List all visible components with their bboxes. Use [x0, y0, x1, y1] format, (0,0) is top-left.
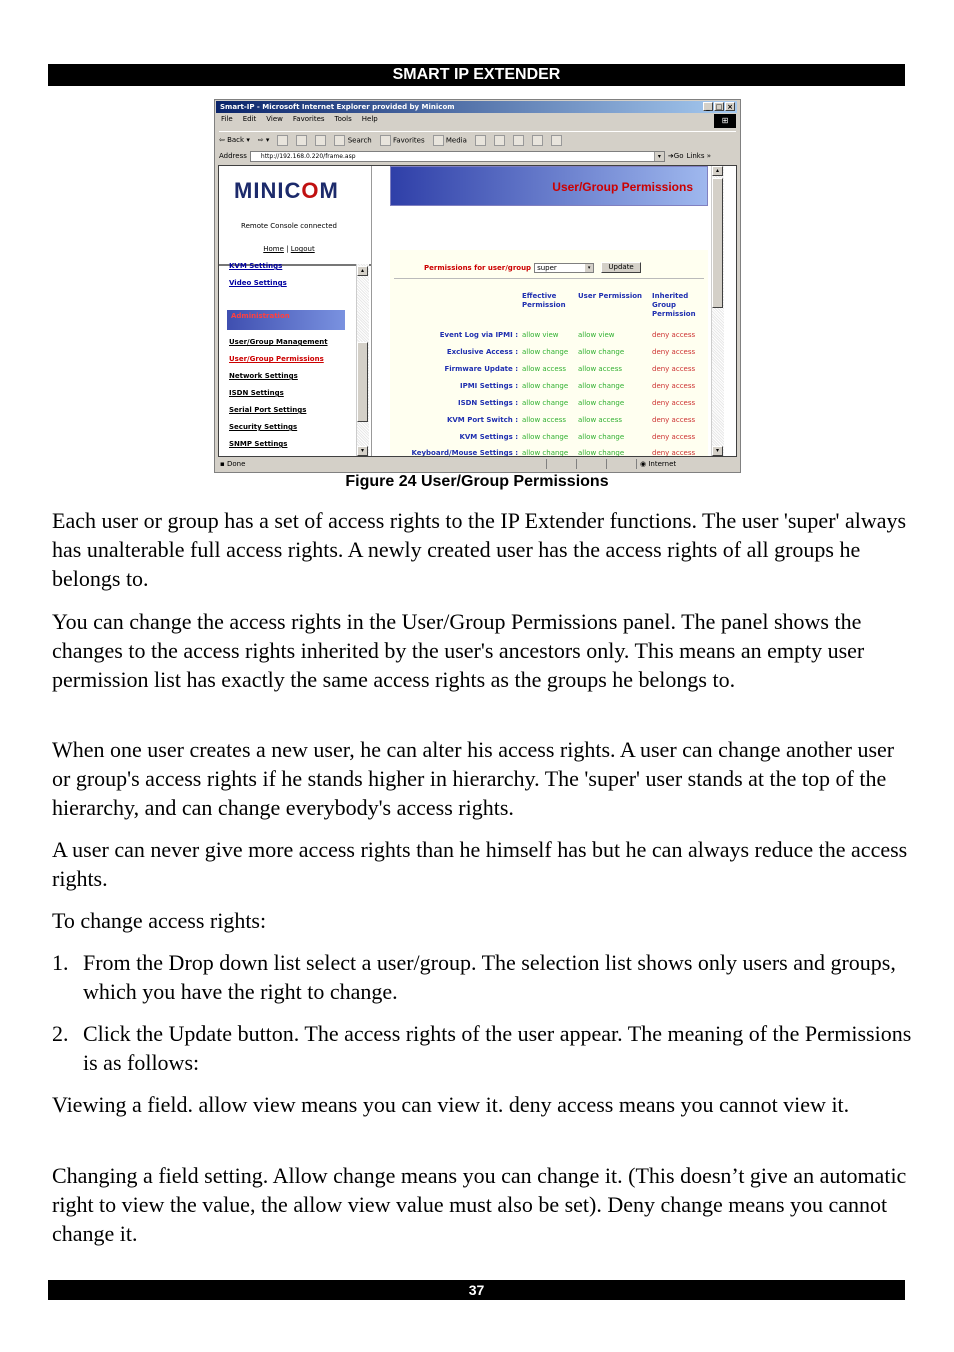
paragraph-2: You can change the access rights in the User/Group Permissions panel. The panel shows the changes to the access rights inherited by the user's ancestors only. This means an empty user permission list has exactly the same access rights as the groups he belongs to. — [52, 609, 865, 692]
nav-network-settings[interactable]: Network Settings — [229, 372, 298, 380]
back-button[interactable]: ⇦ Back ▾ — [219, 136, 250, 144]
address-dropdown-icon[interactable]: ▾ — [654, 152, 664, 161]
close-icon[interactable]: × — [725, 102, 735, 111]
media-icon — [433, 135, 444, 146]
left-pane — [219, 166, 372, 456]
list-number: 2. — [52, 1021, 69, 1046]
scroll-up-icon[interactable]: ▴ — [712, 166, 723, 176]
media-button[interactable] — [433, 135, 467, 146]
minimize-icon[interactable]: _ — [703, 102, 713, 111]
page-header: SMART IP EXTENDER — [48, 64, 905, 86]
table-row: KVM Port Switch : allow access allow access deny access — [446, 416, 696, 424]
col-inherited-group-permission: Inherited Group Permission — [652, 292, 696, 318]
page-viewport — [218, 165, 737, 457]
address-bar — [219, 149, 736, 163]
minicom-logo: MINICOM — [234, 178, 339, 203]
browser-toolbar — [219, 131, 736, 148]
list-item — [52, 948, 912, 1006]
selected-user: super — [537, 263, 557, 272]
scroll-down-icon[interactable]: ▾ — [357, 446, 368, 456]
home-icon[interactable] — [315, 135, 326, 146]
permissions-label: Permissions for user/group — [424, 263, 532, 272]
list-text: From the Drop down list select a user/group. The selection list shows only users and groups, which you have the right to change. — [83, 950, 896, 1004]
menu-favorites[interactable]: Favorites — [292, 115, 325, 123]
status-zone: ◉ Internet — [640, 460, 677, 468]
favorites-label: Favorites — [392, 136, 425, 144]
globe-icon: ◉ — [640, 460, 649, 468]
administration-header[interactable]: Administration — [227, 310, 345, 330]
nav-user-group-permissions[interactable]: User/Group Permissions — [229, 355, 324, 363]
main-scrollbar[interactable] — [711, 166, 724, 456]
mail-icon[interactable] — [494, 135, 505, 146]
permissions-banner — [390, 166, 708, 206]
links-button[interactable]: Links » — [686, 152, 711, 160]
list-number: 1. — [52, 950, 69, 975]
update-button[interactable]: Update — [601, 262, 641, 273]
paragraph-4: A user can never give more access rights than he himself has but he can always reduce the access rights. — [52, 837, 908, 891]
menu-bar — [221, 115, 378, 123]
table-row: Event Log via IPMI : allow view allow view deny access — [439, 331, 696, 339]
history-icon[interactable] — [475, 135, 486, 146]
nav-serial-port-settings[interactable]: Serial Port Settings — [229, 406, 307, 414]
table-row: IPMI Settings : allow change allow change deny access — [459, 382, 696, 390]
col-user-permission: User Permission — [578, 292, 643, 300]
search-label: Search — [347, 136, 372, 144]
logo-area — [219, 166, 371, 266]
window-title: Smart-IP - Microsoft Internet Explorer provided by Minicom — [220, 103, 455, 111]
permissions-selector-row — [424, 262, 641, 273]
nav-user-group-management[interactable]: User/Group Management — [229, 338, 328, 346]
remote-status: Remote Console connected — [241, 222, 337, 230]
edit-icon[interactable] — [532, 135, 543, 146]
back-label: Back — [227, 136, 245, 144]
paragraph-6: Viewing a field. allow view means you can view it. deny access means you cannot view it. — [52, 1092, 850, 1117]
menu-file[interactable]: File — [221, 115, 233, 123]
favorites-icon — [380, 135, 391, 146]
user-group-select[interactable] — [534, 263, 594, 273]
favorites-button[interactable] — [380, 135, 425, 146]
stop-icon[interactable] — [277, 135, 288, 146]
figure-caption: Figure 24 User/Group Permissions — [345, 473, 609, 490]
divider — [394, 278, 704, 279]
logout-link[interactable]: Logout — [290, 245, 315, 253]
back-arrow-icon: ⇦ — [219, 136, 228, 144]
nav-snmp-settings[interactable]: SNMP Settings — [229, 440, 288, 448]
go-button[interactable]: ➔Go — [667, 152, 684, 160]
address-label: Address — [219, 152, 247, 160]
page-icon: ▪ — [220, 460, 227, 468]
table-row: KVM Settings : allow change allow change deny access — [459, 433, 696, 441]
page-number: 37 — [48, 1280, 905, 1300]
home-links: Home | Logout — [263, 245, 315, 253]
panel-title: User/Group Permissions — [552, 180, 693, 194]
left-scrollbar[interactable] — [356, 264, 369, 456]
status-done: ▪ Done — [220, 460, 246, 468]
scroll-thumb[interactable] — [712, 178, 723, 308]
scroll-up-icon[interactable]: ▴ — [357, 266, 368, 276]
paragraph-7: Changing a field setting. Allow change means you can change it. (This doesn’t give an automatic right to view the value, the allow view value must also be set). Deny change means you cannot change it. — [52, 1163, 907, 1246]
window-titlebar — [216, 101, 737, 113]
forward-icon[interactable]: ⇨ ▾ — [257, 136, 270, 144]
scroll-thumb[interactable] — [357, 342, 368, 422]
menu-help[interactable]: Help — [361, 115, 378, 123]
table-row: Exclusive Access : allow change allow change deny access — [446, 348, 696, 356]
address-url: http://192.168.0.220/frame.asp — [260, 152, 356, 160]
nav-security-settings[interactable]: Security Settings — [229, 423, 298, 431]
status-bar — [216, 458, 737, 470]
search-button[interactable] — [334, 135, 371, 146]
menu-tools[interactable]: Tools — [334, 115, 352, 123]
search-icon — [334, 135, 345, 146]
paragraph-5: To change access rights: — [52, 908, 267, 933]
menu-edit[interactable]: Edit — [242, 115, 257, 123]
table-row: ISDN Settings : allow change allow change deny access — [457, 399, 696, 407]
home-link[interactable]: Home — [263, 245, 284, 253]
col-effective-permission: Effective Permission — [522, 292, 566, 309]
browser-screenshot — [214, 99, 741, 473]
go-label: Go — [673, 152, 684, 160]
nav-video-settings[interactable]: Video Settings — [229, 279, 287, 287]
table-row: Firmware Update : allow access allow access deny access — [444, 365, 696, 373]
maximize-icon[interactable]: □ — [715, 103, 723, 111]
address-input[interactable] — [250, 151, 665, 162]
table-row: Keyboard/Mouse Settings : allow change allow change deny access — [411, 449, 696, 457]
main-pane — [372, 166, 724, 456]
refresh-icon[interactable] — [296, 135, 307, 146]
paragraph-1: Each user or group has a set of access rights to the IP Extender functions. The user 'super' always has unalterable full access rights. A newly created user has the access rights of all groups he belongs to. — [52, 508, 907, 591]
windows-logo-icon: ⊞ — [714, 114, 736, 128]
scroll-down-icon[interactable]: ▾ — [712, 446, 723, 456]
nav-kvm-settings[interactable]: KVM Settings — [229, 262, 283, 270]
chevron-down-icon[interactable]: ▾ — [585, 264, 593, 272]
nav-isdn-settings[interactable]: ISDN Settings — [229, 389, 284, 397]
print-icon[interactable] — [513, 135, 524, 146]
list-item — [52, 1019, 912, 1077]
list-text: Click the Update button. The access rights of the user appear. The meaning of the Permissions is as follows: — [83, 1021, 912, 1075]
media-label: Media — [445, 136, 467, 144]
menu-view[interactable]: View — [266, 115, 283, 123]
discuss-icon[interactable] — [551, 135, 562, 146]
paragraph-3: When one user creates a new user, he can alter his access rights. A user can change another user or group's access rights if he stands higher in hierarchy. The 'super' user stands at the top of the hierarchy, and can change everybody's access rights. — [52, 737, 895, 820]
